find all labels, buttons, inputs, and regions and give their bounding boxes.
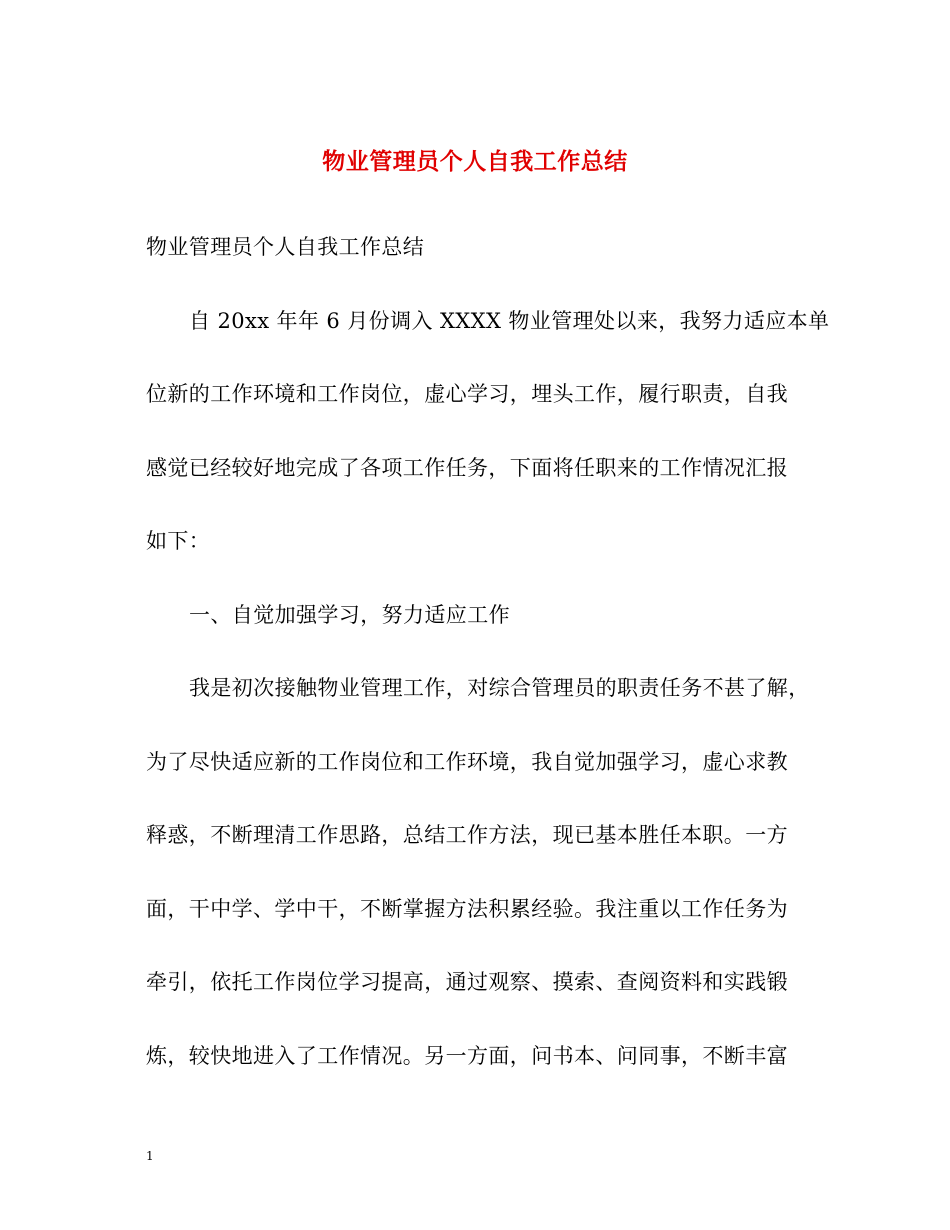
document-body <box>146 228 830 1110</box>
page-number: 1 <box>146 1149 154 1163</box>
body-line-subtitle: 物业管理员个人自我工作总结 <box>146 235 425 259</box>
body-line-paragraph-start: 自 20xx 年年 6 月份调入 XXXX 物业管理处以来，我努力适应本单 <box>189 308 830 333</box>
body-line: 感觉已经较好地完成了各项工作任务，下面将任职来的工作情况汇报 <box>146 455 788 480</box>
document-title: 物业管理员个人自我工作总结 <box>322 148 628 175</box>
body-line: 释惑，不断理清工作思路，总结工作方法，现已基本胜任本职。一方 <box>146 823 788 847</box>
body-line: 牵引，依托工作岗位学习提高，通过观察、摸索、查阅资料和实践锻 <box>146 970 788 994</box>
body-line: 为了尽快适应新的工作岗位和工作环境，我自觉加强学习，虚心求教 <box>146 749 788 774</box>
body-line: 炼，较快地进入了工作情况。另一方面，问书本、问同事，不断丰富 <box>146 1043 788 1068</box>
section-heading: 一、自觉加强学习，努力适应工作 <box>189 602 510 627</box>
body-line: 位新的工作环境和工作岗位，虚心学习，埋头工作，履行职责，自我 <box>146 382 788 406</box>
body-line-paragraph-start: 我是初次接触物业管理工作，对综合管理员的职责任务不甚了解， <box>189 676 810 700</box>
body-line: 面，干中学、学中干，不断掌握方法积累经验。我注重以工作任务为 <box>146 896 788 921</box>
body-line: 如下： <box>146 529 211 553</box>
